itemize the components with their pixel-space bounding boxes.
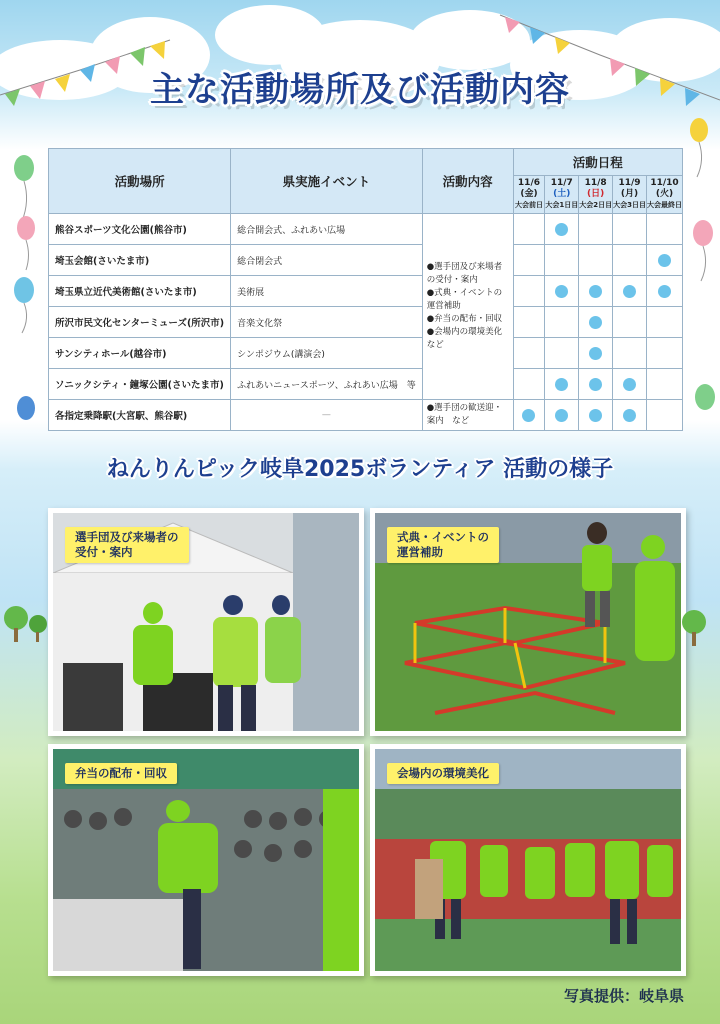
day-weekday: (月) [620,189,639,199]
table-row [49,338,683,369]
day-cell [513,245,545,276]
day-cell [579,307,613,338]
balloons-right-decoration [685,115,720,415]
day-cell [545,400,579,431]
day-date: 11/10 [650,178,679,188]
day-cell [545,276,579,307]
photo-caption-cleanup: 会場内の環境美化 [387,763,499,784]
day-header [646,176,682,214]
photo-event-support [370,508,686,736]
day-cell [646,307,682,338]
venue-cell: ソニックシティ・鐘塚公園(さいたま市) [49,369,231,400]
event-cell: 総合開会式、ふれあい広場 [231,214,423,245]
day-cell [545,369,579,400]
content-item: ●式典・イベントの運営補助 [426,288,503,311]
activity-dot-icon [658,254,671,267]
trees-right-decoration [676,604,720,654]
day-cell [613,369,647,400]
day-cell [513,276,545,307]
day-cell [613,307,647,338]
day-weekday: (金) [520,189,538,199]
table-row [49,400,683,431]
day-weekday: (火) [655,189,674,199]
photo-caption-event-support: 式典・イベントの 運営補助 [387,527,499,563]
day-date: 11/7 [550,178,573,188]
day-weekday: (日) [587,189,605,199]
photo-credit: 写真提供：岐阜県 [563,987,684,1005]
activity-dot-icon [589,409,602,422]
day-cell [545,214,579,245]
day-cell [613,276,647,307]
day-cell [646,214,682,245]
table-row [49,214,683,245]
activity-dot-icon [555,378,568,391]
event-cell: — [231,400,423,431]
day-cell [646,369,682,400]
day-cell [545,245,579,276]
activity-dot-icon [555,409,568,422]
venue-cell: 熊谷スポーツ文化公園(熊谷市) [49,214,231,245]
day-cell [513,214,545,245]
day-header [545,176,579,214]
photo-reception [48,508,364,736]
content-column-header: 活動内容 [422,149,513,214]
day-date: 11/8 [584,178,607,188]
venue-cell: 各指定乗降駅(大宮駅、熊谷駅) [49,400,231,431]
day-cell [613,400,647,431]
activity-dot-icon [555,285,568,298]
day-label: 大会前日 [514,201,543,209]
day-label: 大会1日目 [545,201,579,209]
day-date: 11/9 [618,178,641,188]
table-row [49,245,683,276]
day-cell [646,245,682,276]
day-weekday: (土) [553,189,571,199]
photo-lunch-distribution [48,744,364,976]
day-cell [579,245,613,276]
day-cell [579,400,613,431]
event-cell: ふれあいニュースポーツ、ふれあい広場 等 [231,369,423,400]
day-label: 大会最終日 [646,201,682,209]
content-cell [422,214,513,400]
day-cell [613,245,647,276]
day-header [613,176,647,214]
day-label: 大会2日目 [579,201,613,209]
page-title: 主な活動場所及び活動内容 [150,70,570,110]
venue-cell: 埼玉会館(さいたま市) [49,245,231,276]
schedule-column-header: 活動日程 [513,149,682,176]
day-cell [646,400,682,431]
schedule-table-body [49,214,683,431]
day-cell [579,338,613,369]
activity-dot-icon [623,378,636,391]
activity-dot-icon [555,223,568,236]
event-cell: 音楽文化祭 [231,307,423,338]
event-cell: シンポジウム(講演会) [231,338,423,369]
day-cell [613,338,647,369]
day-cell [579,276,613,307]
venue-cell: 所沢市民文化センターミューズ(所沢市) [49,307,231,338]
day-cell [613,214,647,245]
day-cell [513,369,545,400]
photo-caption-reception: 選手団及び来場者の 受付・案内 [65,527,189,563]
photo-caption-lunch: 弁当の配布・回収 [65,763,177,784]
venue-cell: サンシティホール(越谷市) [49,338,231,369]
table-row [49,369,683,400]
day-cell [513,400,545,431]
photo-cleanup [370,744,686,976]
day-header [579,176,613,214]
content-item: ●弁当の配布・回収 [426,314,503,324]
trees-left-decoration [0,600,50,650]
activity-dot-icon [658,285,671,298]
day-cell [513,338,545,369]
activity-dot-icon [623,409,636,422]
event-column-header: 県実施イベント [231,149,423,214]
day-cell [579,369,613,400]
event-cell: 美術展 [231,276,423,307]
day-cell [646,338,682,369]
activity-dot-icon [589,347,602,360]
day-header [513,176,545,214]
day-cell [579,214,613,245]
activity-dot-icon [623,285,636,298]
activity-dot-icon [589,285,602,298]
day-cell [513,307,545,338]
activity-dot-icon [522,409,535,422]
balloons-left-decoration [10,150,50,430]
activity-dot-icon [589,378,602,391]
day-cell [646,276,682,307]
content-cell: ●選手団の歓送迎・案内 など [422,400,513,431]
content-item: ●会場内の環境美化 など [426,327,511,350]
day-cell [545,307,579,338]
table-row [49,276,683,307]
activity-dot-icon [589,316,602,329]
venue-column-header: 活動場所 [49,149,231,214]
table-row [49,307,683,338]
day-label: 大会3日目 [613,201,646,209]
activity-schedule-table [48,148,683,431]
section-title: ねんりんピック岐阜2025ボランティア 活動の様子 [106,457,614,482]
day-date: 11/6 [517,178,540,188]
venue-cell: 埼玉県立近代美術館(さいたま市) [49,276,231,307]
content-item: ●選手団及び来場者の受付・案内 [426,262,503,285]
day-cell [545,338,579,369]
event-cell: 総合閉会式 [231,245,423,276]
